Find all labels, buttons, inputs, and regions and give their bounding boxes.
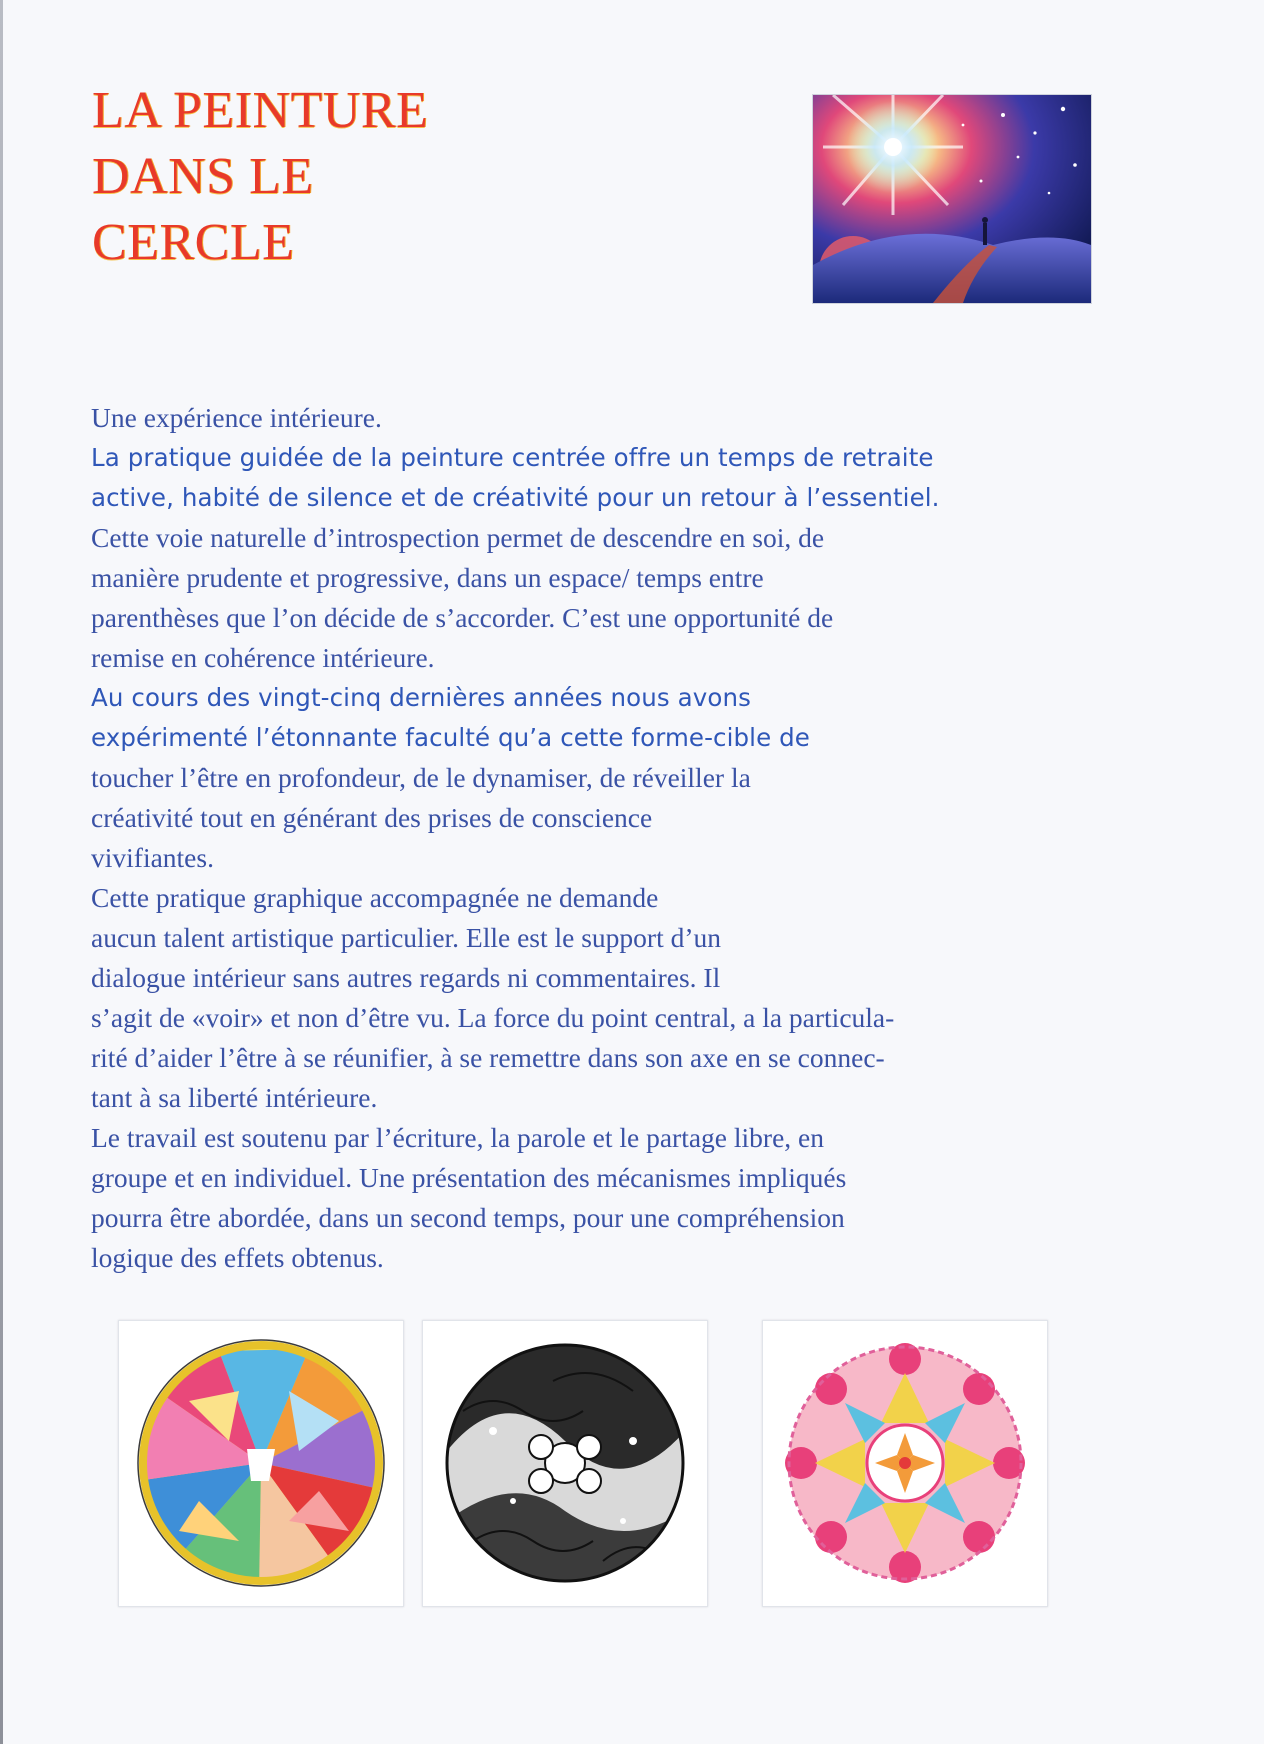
paragraph-line: créativité tout en générant des prises de conscience bbox=[91, 802, 653, 833]
body-text bbox=[91, 398, 1131, 1278]
title-line-2: DANS LE bbox=[92, 148, 314, 205]
title-line-1: LA PEINTURE bbox=[92, 82, 429, 139]
mandala-drawing-black-white bbox=[422, 1320, 708, 1607]
cosmic-illustration bbox=[812, 94, 1092, 304]
paragraph-line: parenthèses que l’on décide de s’accorder. C’est une opportunité de bbox=[91, 602, 834, 633]
paragraph-line: expérimenté l’étonnante faculté qu’a cette forme-cible de bbox=[91, 723, 810, 752]
paragraph-line: pourra être abordée, dans un second temps, pour une compréhension bbox=[91, 1202, 845, 1233]
paragraph-line: La pratique guidée de la peinture centrée offre un temps de retraite bbox=[91, 443, 934, 472]
page-title bbox=[92, 78, 428, 276]
title-line-3: CERCLE bbox=[92, 214, 295, 271]
paragraph-line: s’agit de «voir» et non d’être vu. La force du point central, a la particula- bbox=[91, 1002, 895, 1033]
paragraph-line: active, habité de silence et de créativité pour un retour à l’essentiel. bbox=[91, 483, 940, 512]
paragraph-line: Une expérience intérieure. bbox=[91, 402, 382, 433]
paragraph-line: aucun talent artistique particulier. Elle est le support d’un bbox=[91, 922, 722, 953]
paragraph-line: dialogue intérieur sans autres regards ni commentaires. Il bbox=[91, 962, 721, 993]
paragraph-line: Au cours des vingt-cinq dernières années nous avons bbox=[91, 683, 751, 712]
paragraph-line: tant à sa liberté intérieure. bbox=[91, 1082, 378, 1113]
page-edge bbox=[0, 0, 3, 1744]
paragraph-line: Le travail est soutenu par l’écriture, la parole et le partage libre, en bbox=[91, 1122, 824, 1153]
paragraph-line: toucher l’être en profondeur, de le dynamiser, de réveiller la bbox=[91, 762, 751, 793]
paragraph-line: Cette voie naturelle d’introspection permet de descendre en soi, de bbox=[91, 522, 825, 553]
mandala-painting-colorful bbox=[118, 1320, 404, 1607]
mandala-painting-pink-symmetric bbox=[762, 1320, 1048, 1607]
paragraph-line: groupe et en individuel. Une présentation des mécanismes impliqués bbox=[91, 1162, 847, 1193]
paragraph-line: rité d’aider l’être à se réunifier, à se remettre dans son axe en se connec- bbox=[91, 1042, 885, 1073]
paragraph-line: remise en cohérence intérieure. bbox=[91, 642, 435, 673]
paragraph-line: logique des effets obtenus. bbox=[91, 1242, 384, 1273]
paragraph-line: vivifiantes. bbox=[91, 842, 214, 873]
paragraph-line: manière prudente et progressive, dans un espace/ temps entre bbox=[91, 562, 764, 593]
paragraph-line: Cette pratique graphique accompagnée ne demande bbox=[91, 882, 659, 913]
